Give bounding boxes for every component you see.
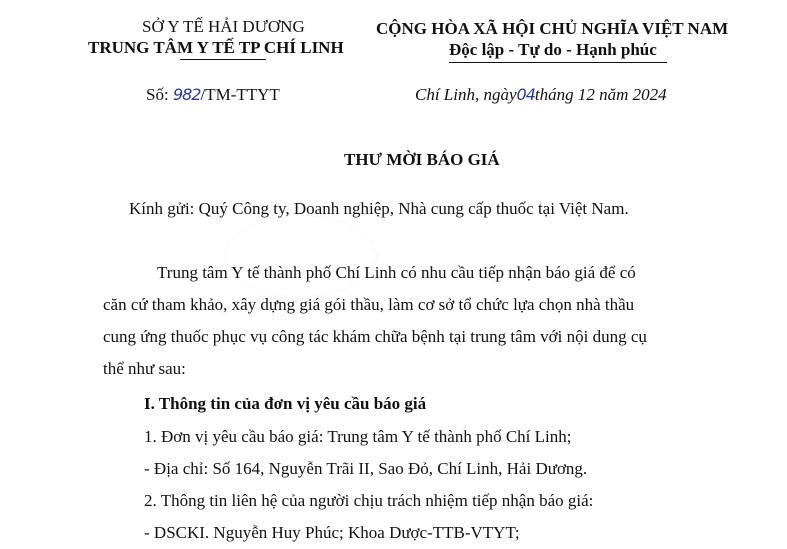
faint-stamp-mark: [225, 215, 377, 297]
date-suffix: tháng 12 năm 2024: [534, 85, 667, 104]
section-heading: I. Thông tin của đơn vị yêu cầu báo giá: [144, 394, 427, 413]
paragraph-line: căn cứ tham khảo, xây dựng giá gói thầu, làm cơ sở tổ chức lựa chọn nhà thầu: [103, 295, 635, 314]
document-number: [146, 85, 280, 105]
motto-underline: [449, 62, 667, 63]
handwritten-day: 04: [516, 85, 535, 104]
date-prefix: Chí Linh, ngày: [415, 85, 517, 104]
section-item: - Địa chỉ: Số 164, Nguyễn Trãi II, Sao Đỏ, Chí Linh, Hải Dương.: [144, 459, 588, 478]
national-motto: Độc lập - Tự do - Hạnh phúc: [449, 40, 657, 59]
recipient-line: Kính gửi: Quý Công ty, Doanh nghiệp, Nhà cung cấp thuốc tại Việt Nam.: [129, 199, 629, 218]
section-item: 1. Đơn vị yêu cầu báo giá: Trung tâm Y tế thành phố Chí Linh;: [144, 427, 572, 446]
document-number-label: Số:: [146, 85, 169, 104]
department-name: SỞ Y TẾ HẢI DƯƠNG: [142, 17, 305, 36]
document-date: [415, 85, 667, 105]
document-number-suffix: /TM-TTYT: [200, 85, 280, 104]
center-name: TRUNG TÂM Y TẾ TP CHÍ LINH: [88, 38, 344, 57]
paragraph-line: cung ứng thuốc phục vụ công tác khám chữa bệnh tại trung tâm với nội dung cụ: [103, 327, 647, 346]
country-name: CỘNG HÒA XÃ HỘI CHỦ NGHĨA VIỆT NAM: [376, 19, 729, 38]
document-title: THƯ MỜI BÁO GIÁ: [344, 150, 500, 169]
center-underline: [180, 59, 266, 60]
paragraph-line: Trung tâm Y tế thành phố Chí Linh có nhu cầu tiếp nhận báo giá để có: [157, 263, 636, 282]
section-item: - DSCKI. Nguyễn Huy Phúc; Khoa Dược-TTB-VTYT;: [144, 523, 520, 542]
handwritten-number: 982: [172, 85, 201, 104]
section-item: 2. Thông tin liên hệ của người chịu trách nhiệm tiếp nhận báo giá:: [144, 491, 594, 510]
paragraph-line: thể như sau:: [103, 359, 186, 378]
